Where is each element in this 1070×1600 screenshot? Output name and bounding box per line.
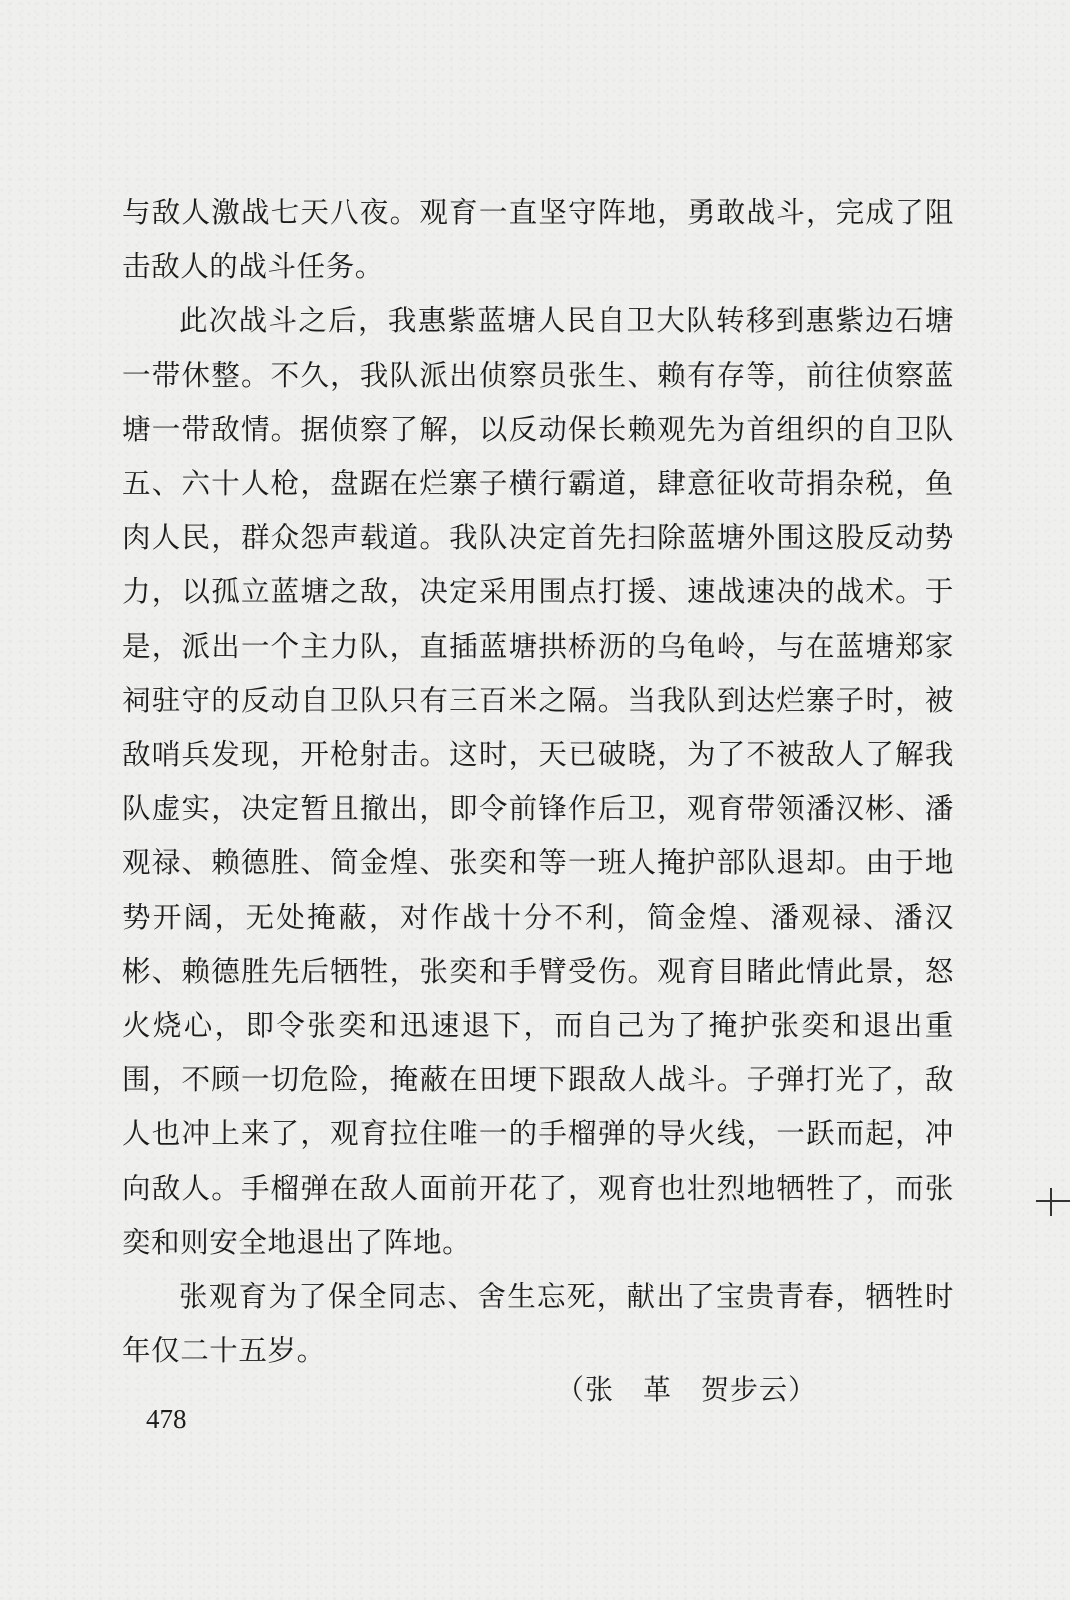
body-text <box>122 186 954 1378</box>
margin-mark <box>1036 1200 1070 1202</box>
author-signature: （张 革 贺步云） <box>556 1373 818 1406</box>
page-number: 478 <box>146 1404 187 1434</box>
paragraph-conclusion: 张观育为了保全同志、舍生忘死，献出了宝贵青春，牺牲时年仅二十五岁。 <box>122 1280 954 1368</box>
paragraph-battle-account: 此次战斗之后，我惠紫蓝塘人民自卫大队转移到惠紫边石塘一带休整。不久，我队派出侦察员张生、赖有存等，前往侦察蓝塘一带敌情。据侦察了解，以反动保长赖观先为首组织的自卫队五、六十人枪，盘踞在烂寨子横行霸道，肆意征收苛捐杂税，鱼肉人民，群众怨声载道。我队决定首先扫除蓝塘外围这股反动势力，以孤立蓝塘之敌，决定采用围点打援、速战速决的战术。于是，派出一个主力队，直插蓝塘拱桥沥的乌龟岭，与在蓝塘郑家祠驻守的反动自卫队只有三百米之隔。当我队到达烂寨子时，被敌哨兵发现，开枪射击。这时，天已破晓，为了不被敌人了解我队虚实，决定暂且撤出，即令前锋作后卫，观育带领潘汉彬、潘观禄、赖德胜、简金煌、张奕和等一班人掩护部队退却。由于地势开阔，无处掩蔽，对作战十分不利，简金煌、潘观禄、潘汉彬、赖德胜先后牺牲，张奕和手臂受伤。观育目睹此情此景，怒火烧心，即令张奕和迅速退下，而自己为了掩护张奕和退出重围，不顾一切危险，掩蔽在田埂下跟敌人战斗。子弹打光了，敌人也冲上来了，观育拉住唯一的手榴弹的导火线，一跃而起，冲向敌人。手榴弹在敌人面前开花了，观育也壮烈地牺牲了，而张奕和则安全地退出了阵地。 <box>122 304 954 1259</box>
margin-mark-tick <box>1050 1188 1052 1216</box>
paragraph-continuation: 与敌人激战七天八夜。观育一直坚守阵地，勇敢战斗，完成了阻击敌人的战斗任务。 <box>122 196 954 284</box>
